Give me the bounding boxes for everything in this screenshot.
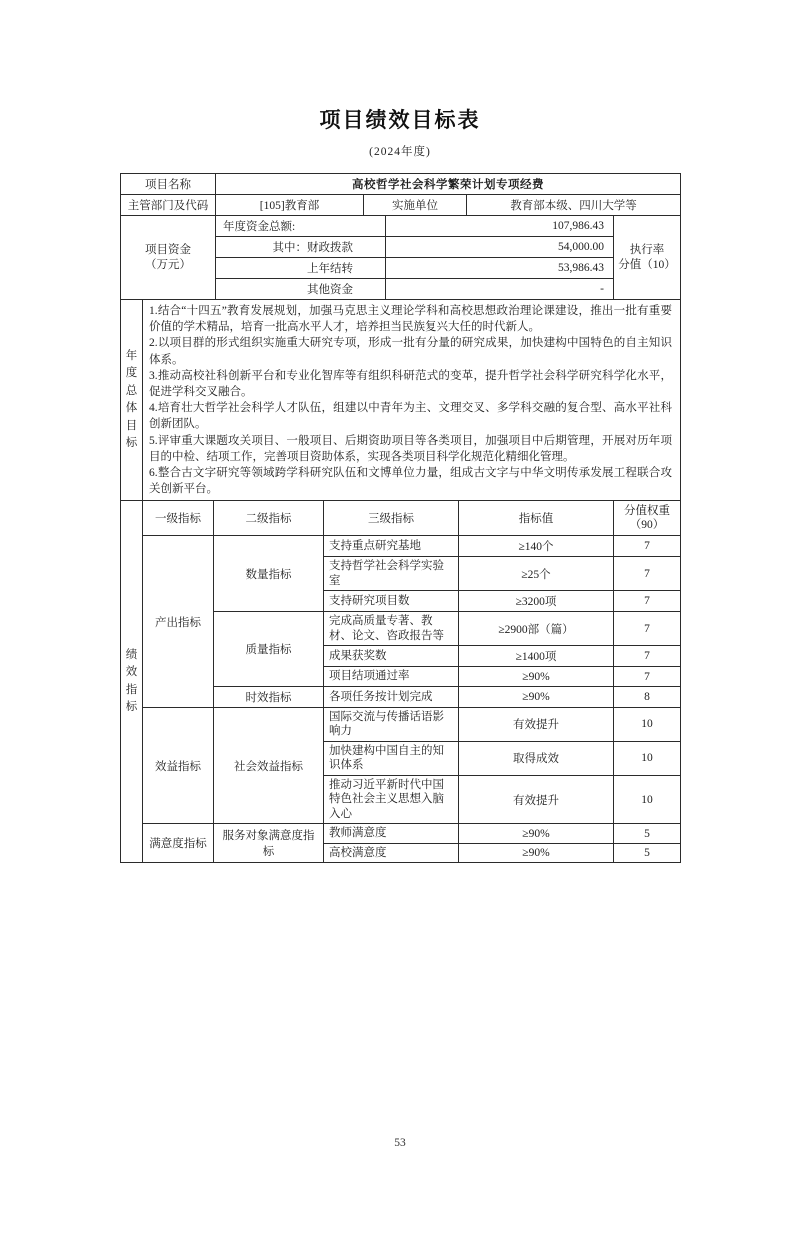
indicators-side-label-text: 绩效指标 [125, 648, 138, 714]
indicator-value: ≥90% [459, 824, 614, 844]
indicator-weight: 5 [614, 843, 681, 863]
goal-item: 2.以项目群的形式组织实施重大研究专项，形成一批有分量的研究成果，加快建构中国特色的自主知识体系。 [149, 337, 672, 366]
indicator-weight: 7 [614, 591, 681, 612]
header-l3: 三级指标 [324, 501, 459, 536]
funding-row-label: 年度资金总额: [216, 216, 386, 237]
table-row [121, 536, 681, 557]
impl-unit-label: 实施单位 [364, 195, 467, 216]
impl-unit-value: 教育部本级、四川大学等 [467, 195, 681, 216]
indicator-name: 教师满意度 [324, 824, 459, 844]
indicator-name: 支持哲学社会科学实验室 [324, 557, 459, 591]
table-header-row [121, 501, 681, 536]
funding-label-line2: （万元） [145, 258, 191, 271]
indicator-value: 有效提升 [459, 707, 614, 741]
indicator-weight: 10 [614, 707, 681, 741]
funding-row-label: 其中：财政拨款 [216, 237, 386, 258]
project-info-table [120, 173, 681, 300]
annual-goals-table [120, 299, 681, 501]
indicator-name: 加快建构中国自主的知识体系 [324, 741, 459, 775]
table-row [121, 195, 681, 216]
funding-row-value: 53,986.43 [386, 258, 614, 279]
l2-quality: 质量指标 [214, 612, 324, 687]
header-l1: 一级指标 [143, 501, 214, 536]
execution-rate-label [614, 216, 681, 300]
indicator-weight: 5 [614, 824, 681, 844]
table-row [121, 824, 681, 844]
annual-goals-text [143, 300, 681, 501]
indicator-name: 支持研究项目数 [324, 591, 459, 612]
execution-rate-line2: 分值（10） [618, 258, 676, 271]
indicator-name: 支持重点研究基地 [324, 536, 459, 557]
indicators-side-label [121, 501, 143, 863]
goal-item: 6.整合古文字研究等领域跨学科研究队伍和文博单位力量，组成古文字与中华文明传承发展工程联合攻关创新平台。 [149, 467, 672, 496]
page-title: 项目绩效目标表 [319, 109, 481, 132]
funding-row-label: 上年结转 [216, 258, 386, 279]
indicator-weight: 8 [614, 686, 681, 707]
funding-row-label: 其他资金 [216, 279, 386, 300]
indicator-weight: 7 [614, 536, 681, 557]
indicator-name: 完成高质量专著、教材、论文、咨政报告等 [324, 612, 459, 646]
performance-target-table [120, 173, 680, 863]
indicator-weight: 10 [614, 775, 681, 824]
indicator-value: ≥2900部（篇） [459, 612, 614, 646]
indicator-value: ≥90% [459, 686, 614, 707]
indicator-name: 推动习近平新时代中国特色社会主义思想入脑入心 [324, 775, 459, 824]
funding-row-value: 107,986.43 [386, 216, 614, 237]
indicator-value: 有效提升 [459, 775, 614, 824]
table-row [121, 174, 681, 195]
l2-quantity: 数量指标 [214, 536, 324, 612]
l2-timeliness: 时效指标 [214, 686, 324, 707]
goal-item: 3.推动高校社科创新平台和专业化智库等有组织科研范式的变革，提升哲学社会科学研究科学化水平，促进学科交叉融合。 [149, 369, 672, 399]
annual-goals-side-label [121, 300, 143, 501]
table-row [121, 707, 681, 741]
funding-row-value: 54,000.00 [386, 237, 614, 258]
goal-item: 1.结合“十四五”教育发展规划，加强马克思主义理论学科和高校思想政治理论课建设，推出一批有重要价值的学术精品，培育一批高水平人才，培养担当民族复兴大任的时代新人。 [149, 305, 672, 334]
funding-label-line1: 项目资金 [145, 243, 191, 256]
l1-benefit: 效益指标 [143, 707, 214, 824]
indicator-weight: 7 [614, 646, 681, 667]
indicator-name: 国际交流与传播话语影响力 [324, 707, 459, 741]
dept-value: [105]教育部 [216, 195, 364, 216]
indicator-name: 成果获奖数 [324, 646, 459, 667]
goal-item: 4.培育壮大哲学社会科学人才队伍，组建以中青年为主、文理交叉、多学科交融的复合型、高水平社科创新团队。 [149, 402, 672, 431]
indicator-value: ≥140个 [459, 536, 614, 557]
annual-goals-side-label-text: 年度总体目标 [125, 349, 138, 450]
funding-row-value: - [386, 279, 614, 300]
dept-label: 主管部门及代码 [121, 195, 216, 216]
indicator-weight: 7 [614, 557, 681, 591]
l1-satisfaction: 满意度指标 [143, 824, 214, 863]
l1-output: 产出指标 [143, 536, 214, 708]
header-value: 指标值 [459, 501, 614, 536]
indicators-table [120, 500, 681, 863]
execution-rate-line1: 执行率 [629, 243, 665, 256]
header-l2: 二级指标 [214, 501, 324, 536]
l2-social-benefit: 社会效益指标 [214, 707, 324, 824]
table-row [121, 216, 681, 237]
indicator-weight: 7 [614, 667, 681, 687]
header-weight [614, 501, 681, 536]
header-weight-line1: 分值权重 [624, 505, 670, 518]
indicator-value: ≥90% [459, 667, 614, 687]
funding-section-label [121, 216, 216, 300]
indicator-value: ≥1400项 [459, 646, 614, 667]
page-number: 53 [394, 1137, 406, 1149]
l2-service-satisfaction: 服务对象满意度指标 [214, 824, 324, 863]
indicator-weight: 10 [614, 741, 681, 775]
page-subtitle: (2024年度) [369, 146, 431, 158]
header-weight-line2: （90） [629, 519, 665, 532]
indicator-value: ≥90% [459, 843, 614, 863]
indicator-weight: 7 [614, 612, 681, 646]
project-name-value: 高校哲学社会科学繁荣计划专项经费 [216, 174, 681, 195]
indicator-value: ≥3200项 [459, 591, 614, 612]
indicator-name: 高校满意度 [324, 843, 459, 863]
indicator-name: 项目结项通过率 [324, 667, 459, 687]
indicator-name: 各项任务按计划完成 [324, 686, 459, 707]
goal-item: 5.评审重大课题攻关项目、一般项目、后期资助项目等各类项目，加强项目中后期管理，开展对历年项目的中检、结项工作，完善项目资助体系，实现各类项目科学化规范化精细化管理。 [149, 434, 672, 463]
table-row [121, 300, 681, 501]
project-name-label: 项目名称 [121, 174, 216, 195]
indicator-value: ≥25个 [459, 557, 614, 591]
indicator-value: 取得成效 [459, 741, 614, 775]
